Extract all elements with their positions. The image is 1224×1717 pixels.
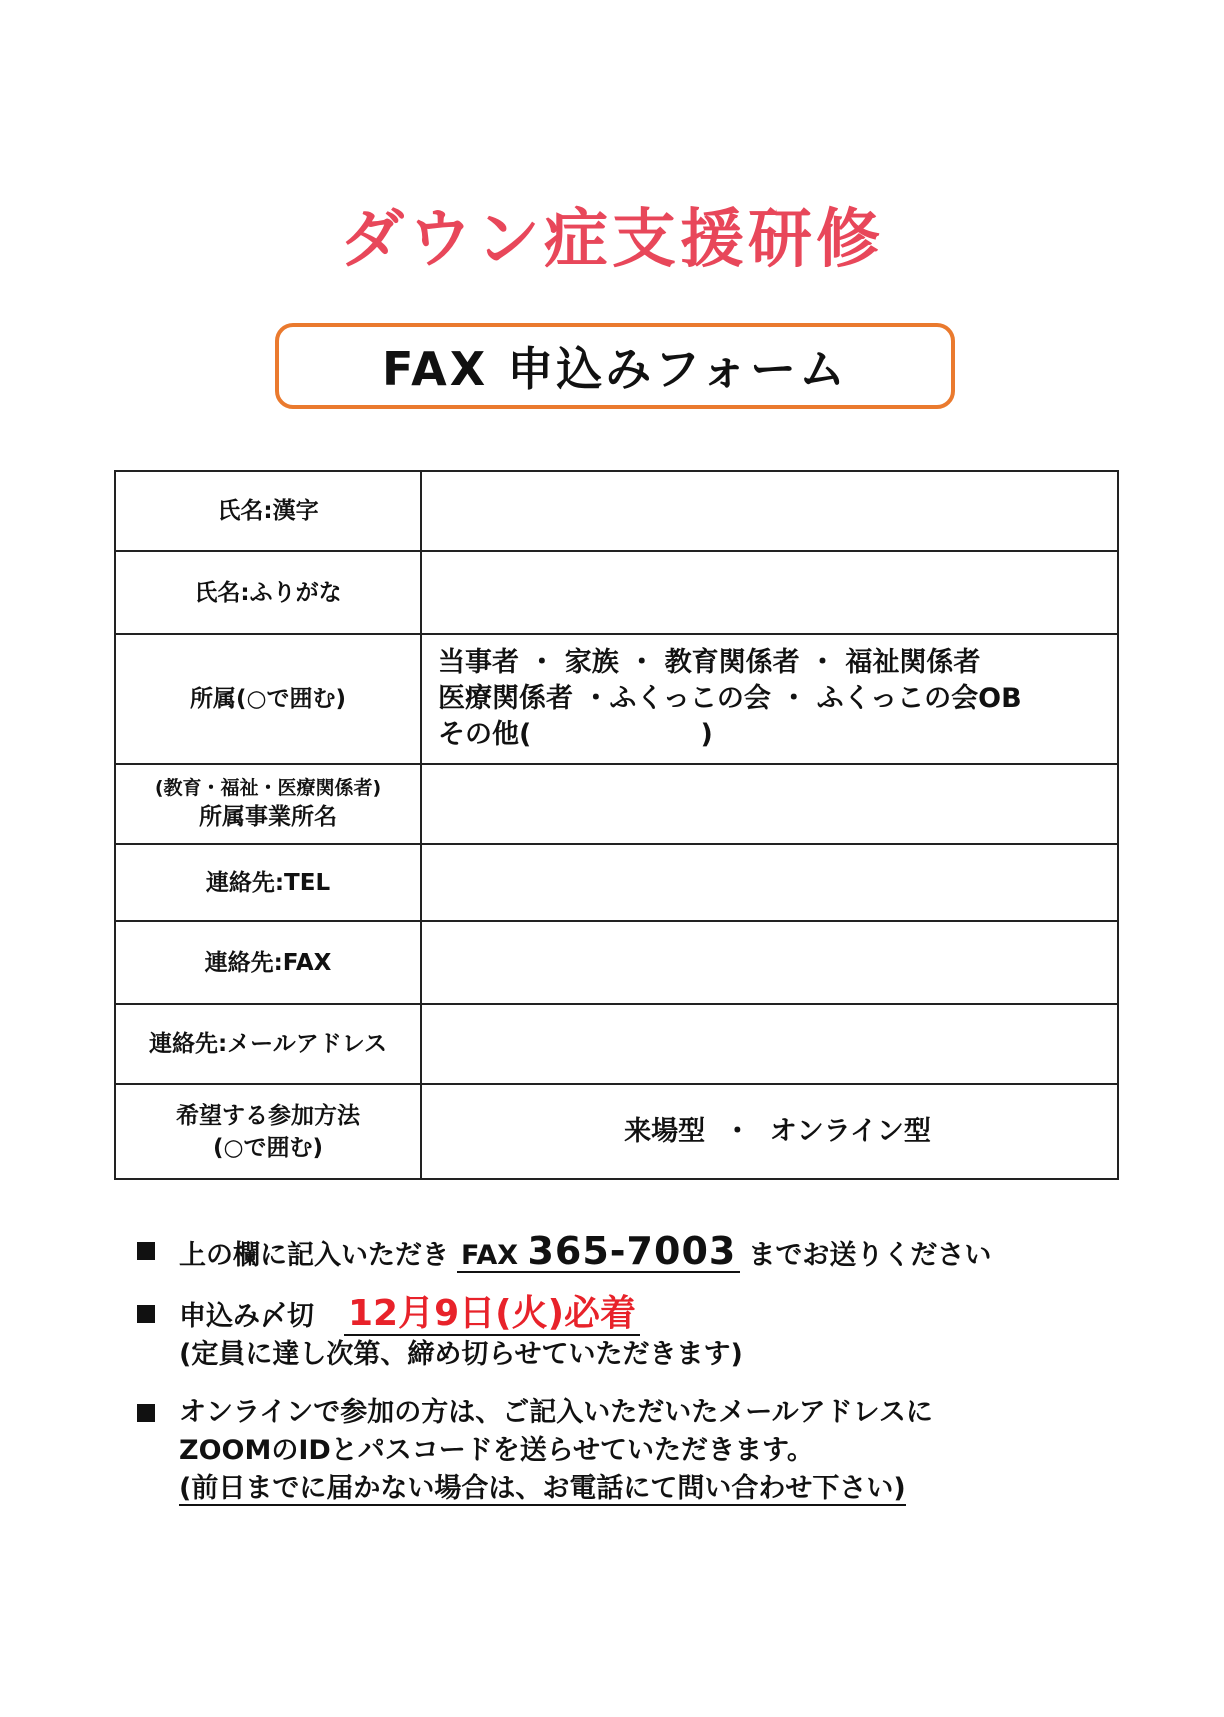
- email-field[interactable]: [421, 1004, 1118, 1084]
- workplace-field[interactable]: [421, 764, 1118, 844]
- note1-text-after: までお送りください: [748, 1240, 992, 1271]
- table-row: [115, 634, 1118, 764]
- table-row: [115, 1004, 1118, 1084]
- table-row: [115, 551, 1118, 634]
- affiliation-option-line: その他( ): [438, 719, 713, 750]
- label-name-furigana: 氏名:ふりがな: [115, 551, 421, 634]
- tel-field[interactable]: [421, 844, 1118, 921]
- name-kanji-field[interactable]: [421, 471, 1118, 551]
- fax-number-group: [457, 1229, 740, 1273]
- affiliation-option-line: 医療関係者 ・ふくっこの会 ・ ふくっこの会OB: [438, 683, 1022, 714]
- online-note-line2: ZOOMのIDとパスコードを送らせていただきます。: [179, 1435, 814, 1466]
- label-email: 連絡先:メールアドレス: [115, 1004, 421, 1084]
- table-row: [115, 471, 1118, 551]
- note-online: [135, 1394, 1135, 1508]
- table-row: [115, 921, 1118, 1004]
- form-subtitle-box: [275, 323, 955, 409]
- table-row: [115, 764, 1118, 844]
- fax-number: 365-7003: [527, 1229, 737, 1273]
- deadline-label: 申込み〆切: [179, 1301, 314, 1332]
- fax-field[interactable]: [421, 921, 1118, 1004]
- affiliation-option-line: 当事者 ・ 家族 ・ 教育関係者 ・ 福祉関係者: [438, 647, 981, 678]
- participation-options[interactable]: 来場型 ・ オンライン型: [421, 1084, 1118, 1179]
- square-bullet-icon: [137, 1404, 155, 1422]
- label-workplace-line2: 所属事業所名: [199, 804, 337, 830]
- note1-text-before: 上の欄に記入いただき: [179, 1240, 449, 1271]
- square-bullet-icon: [137, 1305, 155, 1323]
- online-note-line3: (前日までに届かない場合は、お電話にて問い合わせ下さい): [179, 1473, 906, 1504]
- note-fax-instruction: [135, 1229, 1135, 1275]
- deadline-date: 12月9日(火)必着: [344, 1293, 640, 1336]
- name-furigana-field[interactable]: [421, 551, 1118, 634]
- label-tel: 連絡先:TEL: [115, 844, 421, 921]
- online-note-line1: オンラインで参加の方は、ご記入いただいたメールアドレスに: [179, 1397, 933, 1428]
- application-form-table: [114, 470, 1119, 1180]
- label-affiliation: 所属(○で囲む): [115, 634, 421, 764]
- page-title: ダウン症支援研修: [340, 203, 884, 277]
- table-row: [115, 844, 1118, 921]
- label-name-kanji: 氏名:漢字: [115, 471, 421, 551]
- label-fax: 連絡先:FAX: [115, 921, 421, 1004]
- affiliation-options[interactable]: [421, 634, 1118, 764]
- label-participation-line2: (○で囲む): [212, 1134, 324, 1161]
- fax-label: FAX: [461, 1240, 519, 1271]
- deadline-subnote: (定員に達し次第、締め切らせていただきます): [179, 1339, 743, 1370]
- label-participation: [115, 1084, 421, 1179]
- notes-section: [135, 1229, 1135, 1528]
- form-subtitle: FAX 申込みフォーム: [382, 342, 848, 396]
- square-bullet-icon: [137, 1242, 155, 1260]
- note-deadline: [135, 1295, 1135, 1374]
- label-participation-line1: 希望する参加方法: [176, 1102, 360, 1129]
- table-row: [115, 1084, 1118, 1179]
- label-workplace: [115, 764, 421, 844]
- label-workplace-line1: (教育・福祉・医療関係者): [154, 777, 382, 799]
